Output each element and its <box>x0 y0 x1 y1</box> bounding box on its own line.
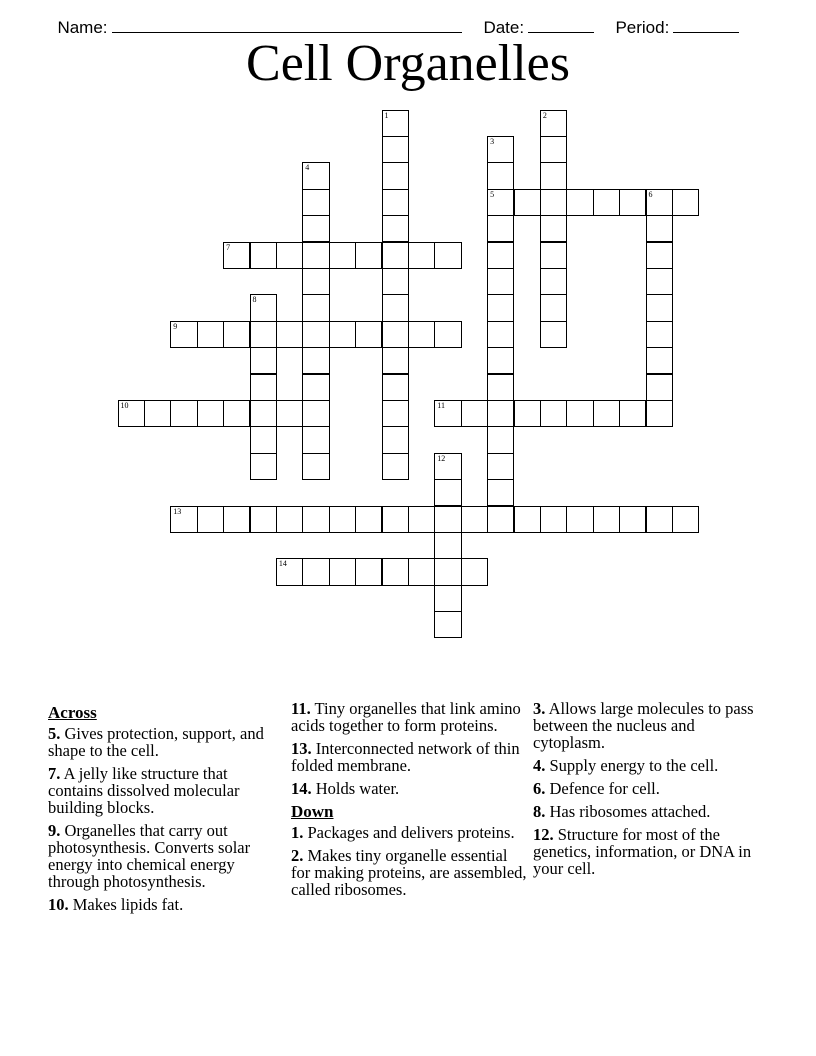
crossword-cell[interactable] <box>646 189 673 216</box>
crossword-cell[interactable] <box>382 347 409 374</box>
clue-number: 11. <box>291 699 311 718</box>
crossword-cell[interactable] <box>434 558 461 585</box>
crossword-cell[interactable] <box>540 189 567 216</box>
clue-number: 12. <box>533 825 554 844</box>
crossword-cell[interactable] <box>619 189 646 216</box>
crossword-cell[interactable] <box>646 400 673 427</box>
clue-item <box>48 765 278 816</box>
clues-column-1 <box>48 700 278 919</box>
crossword-cell[interactable] <box>250 294 277 321</box>
crossword-cell[interactable] <box>382 453 409 480</box>
crossword-cell[interactable] <box>250 374 277 401</box>
clue-text: A jelly like structure that contains dissolved molecular building blocks. <box>48 764 240 817</box>
crossword-cell[interactable] <box>302 347 329 374</box>
clue-text: Allows large molecules to pass between the nucleus and cytoplasm. <box>533 699 754 752</box>
crossword-cell[interactable] <box>540 400 567 427</box>
clue-number-label: 13 <box>173 506 182 516</box>
crossword-cell[interactable] <box>461 400 488 427</box>
crossword-cell[interactable] <box>646 268 673 295</box>
crossword-cell[interactable] <box>619 506 646 533</box>
crossword-cell[interactable] <box>646 215 673 242</box>
crossword-cell[interactable] <box>382 268 409 295</box>
clue-number: 10. <box>48 895 69 914</box>
crossword-cell[interactable] <box>302 268 329 295</box>
crossword-cell[interactable] <box>250 242 277 269</box>
clue-number-label: 3 <box>490 136 495 146</box>
crossword-cell[interactable] <box>487 321 514 348</box>
clue-item <box>533 700 763 751</box>
crossword-cell[interactable] <box>382 110 409 137</box>
clue-text: Structure for most of the genetics, information, or DNA in your cell. <box>533 825 752 878</box>
crossword-cell[interactable] <box>408 558 435 585</box>
crossword-cell[interactable] <box>197 506 224 533</box>
crossword-cell[interactable] <box>646 321 673 348</box>
period-line[interactable] <box>673 18 739 33</box>
crossword-cell[interactable] <box>276 321 303 348</box>
clue-number-label: 14 <box>278 559 287 569</box>
clue-number-label: 10 <box>120 400 129 410</box>
crossword-cell[interactable] <box>329 321 356 348</box>
crossword-cell[interactable] <box>355 506 382 533</box>
crossword-cell[interactable] <box>302 506 329 533</box>
crossword-cell[interactable] <box>382 136 409 163</box>
crossword-cell[interactable] <box>593 189 620 216</box>
clue-item <box>291 780 527 797</box>
crossword-cell[interactable] <box>487 347 514 374</box>
crossword-cell[interactable] <box>382 242 409 269</box>
crossword-cell[interactable] <box>619 400 646 427</box>
clue-item <box>533 757 763 774</box>
crossword-cell[interactable] <box>382 426 409 453</box>
clue-text: Supply energy to the cell. <box>549 756 719 775</box>
crossword-cell[interactable] <box>250 400 277 427</box>
date-line[interactable] <box>528 18 594 33</box>
clue-number-label: 9 <box>173 321 178 331</box>
crossword-cell[interactable] <box>118 400 145 427</box>
crossword-cell[interactable] <box>329 242 356 269</box>
clue-number-label: 7 <box>226 242 231 252</box>
clue-number: 4. <box>533 756 546 775</box>
crossword-cell[interactable] <box>250 347 277 374</box>
crossword-cell[interactable] <box>461 558 488 585</box>
crossword-cell[interactable] <box>250 453 277 480</box>
clue-number-label: 11 <box>437 400 445 410</box>
crossword-cell[interactable] <box>434 321 461 348</box>
crossword-cell[interactable] <box>540 268 567 295</box>
clue-item <box>291 740 527 774</box>
crossword-cell[interactable] <box>302 426 329 453</box>
clue-text: Has ribosomes attached. <box>549 802 711 821</box>
crossword-cell[interactable] <box>487 136 514 163</box>
crossword-cell[interactable] <box>276 558 303 585</box>
crossword-cell[interactable] <box>487 268 514 295</box>
clue-text: Makes tiny organelle essential for making proteins, are assembled, called ribosomes. <box>291 846 527 899</box>
crossword-cell[interactable] <box>487 506 514 533</box>
crossword-cell[interactable] <box>434 479 461 506</box>
crossword-cell[interactable] <box>434 400 461 427</box>
clue-number-label: 4 <box>305 163 310 173</box>
across-clue-list <box>48 725 278 913</box>
clue-text: Defence for cell. <box>549 779 660 798</box>
clue-text: Interconnected network of thin folded membrane. <box>291 739 520 775</box>
crossword-cell[interactable] <box>144 400 171 427</box>
crossword-cell[interactable] <box>646 242 673 269</box>
crossword-cell[interactable] <box>170 321 197 348</box>
crossword-cell[interactable] <box>540 242 567 269</box>
across-clue-list-continued <box>291 700 527 797</box>
clue-number-label: 5 <box>490 189 495 199</box>
clue-item <box>48 822 278 890</box>
crossword-cell[interactable] <box>514 506 541 533</box>
crossword-cell[interactable] <box>646 347 673 374</box>
crossword-cell[interactable] <box>382 506 409 533</box>
clue-item <box>533 803 763 820</box>
crossword-cell[interactable] <box>408 242 435 269</box>
crossword-cell[interactable] <box>408 506 435 533</box>
crossword-cell[interactable] <box>487 453 514 480</box>
clue-number: 7. <box>48 764 61 783</box>
crossword-cell[interactable] <box>487 479 514 506</box>
crossword-cell[interactable] <box>487 294 514 321</box>
clue-number: 5. <box>48 724 61 743</box>
clue-number-label: 12 <box>437 453 446 463</box>
crossword-cell[interactable] <box>540 215 567 242</box>
clue-text: Packages and delivers proteins. <box>307 823 515 842</box>
crossword-cell[interactable] <box>646 374 673 401</box>
crossword-cell[interactable] <box>540 162 567 189</box>
across-heading: Across <box>48 703 97 722</box>
crossword-cell[interactable] <box>487 162 514 189</box>
crossword-cell[interactable] <box>672 506 699 533</box>
crossword-cell[interactable] <box>329 558 356 585</box>
crossword-cell[interactable] <box>434 532 461 559</box>
clue-item <box>291 847 527 898</box>
crossword-cell[interactable] <box>487 400 514 427</box>
crossword-cell[interactable] <box>540 110 567 137</box>
crossword-cell[interactable] <box>434 242 461 269</box>
clue-number: 6. <box>533 779 546 798</box>
clue-item <box>533 826 763 877</box>
crossword-cell[interactable] <box>197 400 224 427</box>
crossword-cell[interactable] <box>434 506 461 533</box>
clues-column-2 <box>291 700 527 904</box>
crossword-cell[interactable] <box>540 506 567 533</box>
clue-text: Organelles that carry out photosynthesis. Converts solar energy into chemical energy through photosynthesis. <box>48 821 251 891</box>
crossword-cell[interactable] <box>593 400 620 427</box>
clue-number-label: 6 <box>648 189 653 199</box>
crossword-cell[interactable] <box>593 506 620 533</box>
crossword-cell[interactable] <box>646 506 673 533</box>
crossword-cell[interactable] <box>382 215 409 242</box>
crossword-cell[interactable] <box>223 506 250 533</box>
clue-number: 2. <box>291 846 304 865</box>
crossword-cell[interactable] <box>223 321 250 348</box>
clue-text: Tiny organelles that link amino acids together to form proteins. <box>291 699 521 735</box>
down-clue-list-continued <box>533 700 763 877</box>
crossword-cell[interactable] <box>250 321 277 348</box>
crossword-cell[interactable] <box>302 215 329 242</box>
clue-number: 1. <box>291 823 304 842</box>
crossword-cell[interactable] <box>382 162 409 189</box>
date-label: Date: <box>483 18 525 37</box>
clue-item <box>291 700 527 734</box>
crossword-cell[interactable] <box>672 189 699 216</box>
clue-text: Gives protection, support, and shape to the cell. <box>48 724 264 760</box>
period-label: Period: <box>615 18 670 37</box>
clue-number: 3. <box>533 699 546 718</box>
crossword-cell[interactable] <box>487 426 514 453</box>
crossword-cell[interactable] <box>170 506 197 533</box>
crossword-cell[interactable] <box>434 585 461 612</box>
clue-item <box>291 824 527 841</box>
crossword-cell[interactable] <box>276 506 303 533</box>
crossword-cell[interactable] <box>302 189 329 216</box>
crossword-cell[interactable] <box>540 321 567 348</box>
crossword-cell[interactable] <box>382 558 409 585</box>
crossword-cell[interactable] <box>250 506 277 533</box>
clue-item <box>48 896 278 913</box>
clues-column-3 <box>533 700 763 883</box>
crossword-cell[interactable] <box>276 400 303 427</box>
crossword-cell[interactable] <box>566 189 593 216</box>
crossword-cell[interactable] <box>223 400 250 427</box>
crossword-cell[interactable] <box>302 162 329 189</box>
crossword-cell[interactable] <box>566 400 593 427</box>
name-label: Name: <box>57 18 108 37</box>
clue-number-label: 8 <box>252 295 257 305</box>
crossword-cell[interactable] <box>540 136 567 163</box>
crossword-cell[interactable] <box>382 374 409 401</box>
clue-number-label: 2 <box>542 110 547 120</box>
crossword-cell[interactable] <box>302 558 329 585</box>
crossword-cell[interactable] <box>514 189 541 216</box>
crossword-cell[interactable] <box>382 400 409 427</box>
crossword-cell[interactable] <box>355 242 382 269</box>
crossword-cell[interactable] <box>487 242 514 269</box>
crossword-cell[interactable] <box>434 611 461 638</box>
clue-number: 14. <box>291 779 312 798</box>
page-title: Cell Organelles <box>246 35 570 92</box>
crossword-cell[interactable] <box>302 400 329 427</box>
crossword-cell[interactable] <box>566 506 593 533</box>
down-clue-list <box>291 824 527 898</box>
crossword-cell[interactable] <box>487 374 514 401</box>
down-heading: Down <box>291 802 334 821</box>
crossword-cell[interactable] <box>329 506 356 533</box>
crossword-cell[interactable] <box>434 453 461 480</box>
crossword-cell[interactable] <box>302 242 329 269</box>
crossword-cell[interactable] <box>461 506 488 533</box>
crossword-cell[interactable] <box>302 453 329 480</box>
crossword-cell[interactable] <box>540 294 567 321</box>
crossword-cell[interactable] <box>382 189 409 216</box>
crossword-cell[interactable] <box>408 321 435 348</box>
crossword-cell[interactable] <box>355 321 382 348</box>
crossword-cell[interactable] <box>197 321 224 348</box>
crossword-cell[interactable] <box>382 321 409 348</box>
crossword-cell[interactable] <box>250 426 277 453</box>
clue-number: 13. <box>291 739 312 758</box>
crossword-cell[interactable] <box>302 294 329 321</box>
clue-number-label: 1 <box>384 110 389 120</box>
crossword-cell[interactable] <box>487 189 514 216</box>
crossword-cell[interactable] <box>355 558 382 585</box>
crossword-cell[interactable] <box>170 400 197 427</box>
clue-number: 8. <box>533 802 546 821</box>
clue-number: 9. <box>48 821 61 840</box>
crossword-cell[interactable] <box>276 242 303 269</box>
crossword-cell[interactable] <box>302 321 329 348</box>
clue-text: Makes lipids fat. <box>72 895 184 914</box>
crossword-cell[interactable] <box>646 294 673 321</box>
name-line[interactable] <box>112 18 462 33</box>
clue-item <box>533 780 763 797</box>
clue-text: Holds water. <box>315 779 400 798</box>
crossword-cell[interactable] <box>514 400 541 427</box>
crossword-cell[interactable] <box>302 374 329 401</box>
crossword-cell[interactable] <box>382 294 409 321</box>
crossword-cell[interactable] <box>487 215 514 242</box>
crossword-cell[interactable] <box>223 242 250 269</box>
clue-item <box>48 725 278 759</box>
